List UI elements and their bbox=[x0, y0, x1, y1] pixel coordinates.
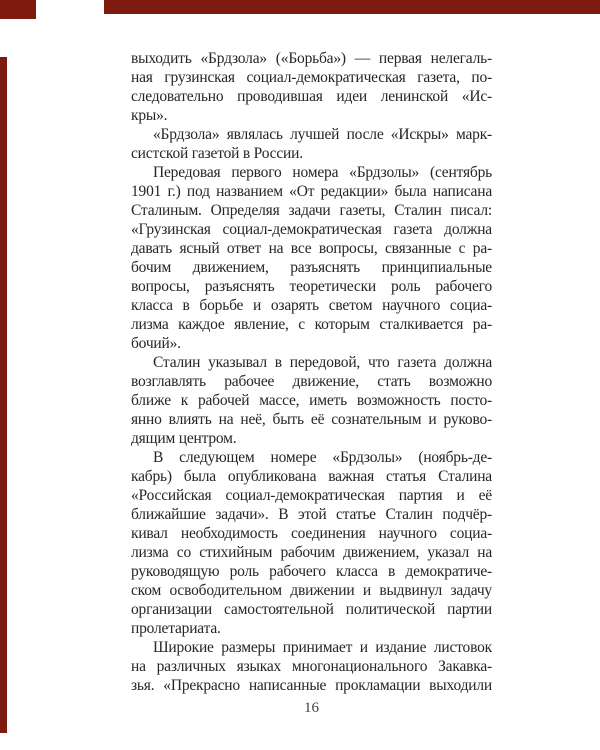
text-line: Широкие размеры принимает и издание листовок bbox=[153, 639, 492, 656]
text-line: организации самостоятельной политической партии bbox=[131, 601, 492, 618]
text-line: класса в борьбе и озарять светом научного социа- bbox=[131, 297, 492, 314]
text-line: кабрь) была опубликована важная статья Сталина bbox=[131, 468, 492, 485]
text-line: кры». bbox=[131, 107, 168, 124]
text-line: бочий». bbox=[131, 335, 181, 352]
text-line: зья. «Прекрасно написанные прокламации выходили bbox=[131, 677, 492, 694]
text-line: ная грузинская социал-демократическая газета, по- bbox=[131, 69, 492, 86]
text-line: давать ясный ответ на все вопросы, связанные с ра- bbox=[131, 240, 492, 257]
text-line: вопросы, разъяснять теоретически роль рабочего bbox=[131, 278, 492, 295]
text-line: лизма со стихийным рабочим движением, указал на bbox=[131, 544, 492, 561]
text-line: ближайшие задачи». В этой статье Сталин подчёр- bbox=[131, 506, 492, 523]
text-line: на различных языках многонационального Закавка- bbox=[131, 658, 492, 675]
text-line: 1901 г.) под названием «От редакции» была написана bbox=[131, 183, 492, 200]
text-line: Сталиным. Определяя задачи газеты, Сталин писал: bbox=[131, 202, 492, 219]
text-line: В следующем номере «Брдзолы» (ноябрь-де- bbox=[153, 449, 492, 466]
text-line: кивал необходимость соединения научного социа- bbox=[131, 525, 492, 542]
text-line: «Брдзола» являлась лучшей после «Искры» марк- bbox=[153, 126, 492, 143]
page-text-block bbox=[131, 49, 492, 695]
text-line: дящим центром. bbox=[131, 430, 237, 447]
book-cover-edge-top-left bbox=[0, 0, 36, 19]
page-number: 16 bbox=[304, 700, 319, 716]
text-line: пролетариата. bbox=[131, 620, 221, 637]
text-line: ближе к рабочей массе, иметь возможность посто- bbox=[131, 392, 492, 409]
text-line: следовательно проводившая идеи ленинской «Ис- bbox=[131, 88, 492, 105]
text-line: бочим движением, разъяснять принципиальные bbox=[131, 259, 492, 276]
text-line: лизма каждое явление, с которым сталкивается ра- bbox=[131, 316, 492, 333]
text-line: возглавлять рабочее движение, стать возможно bbox=[131, 373, 492, 390]
text-line: систской газетой в России. bbox=[131, 145, 303, 162]
text-line: выходить «Брдзола» («Борьба») — первая нелегаль- bbox=[131, 50, 492, 67]
text-line: янно влиять на неё, быть её сознательным и руково- bbox=[131, 411, 492, 428]
text-line: ском освободительном движении и выдвинул задачу bbox=[131, 582, 492, 599]
text-line: руководящую роль рабочего класса в демократиче- bbox=[131, 563, 492, 580]
text-line: «Российская социал-демократическая партия и её bbox=[131, 487, 492, 504]
book-cover-edge-top bbox=[104, 0, 600, 14]
book-cover-edge-left bbox=[0, 57, 7, 733]
text-line: «Грузинская социал-демократическая газета должна bbox=[131, 221, 492, 238]
text-line: Передовая первого номера «Брдзолы» (сентябрь bbox=[153, 164, 492, 181]
text-line: Сталин указывал в передовой, что газета должна bbox=[153, 354, 492, 371]
